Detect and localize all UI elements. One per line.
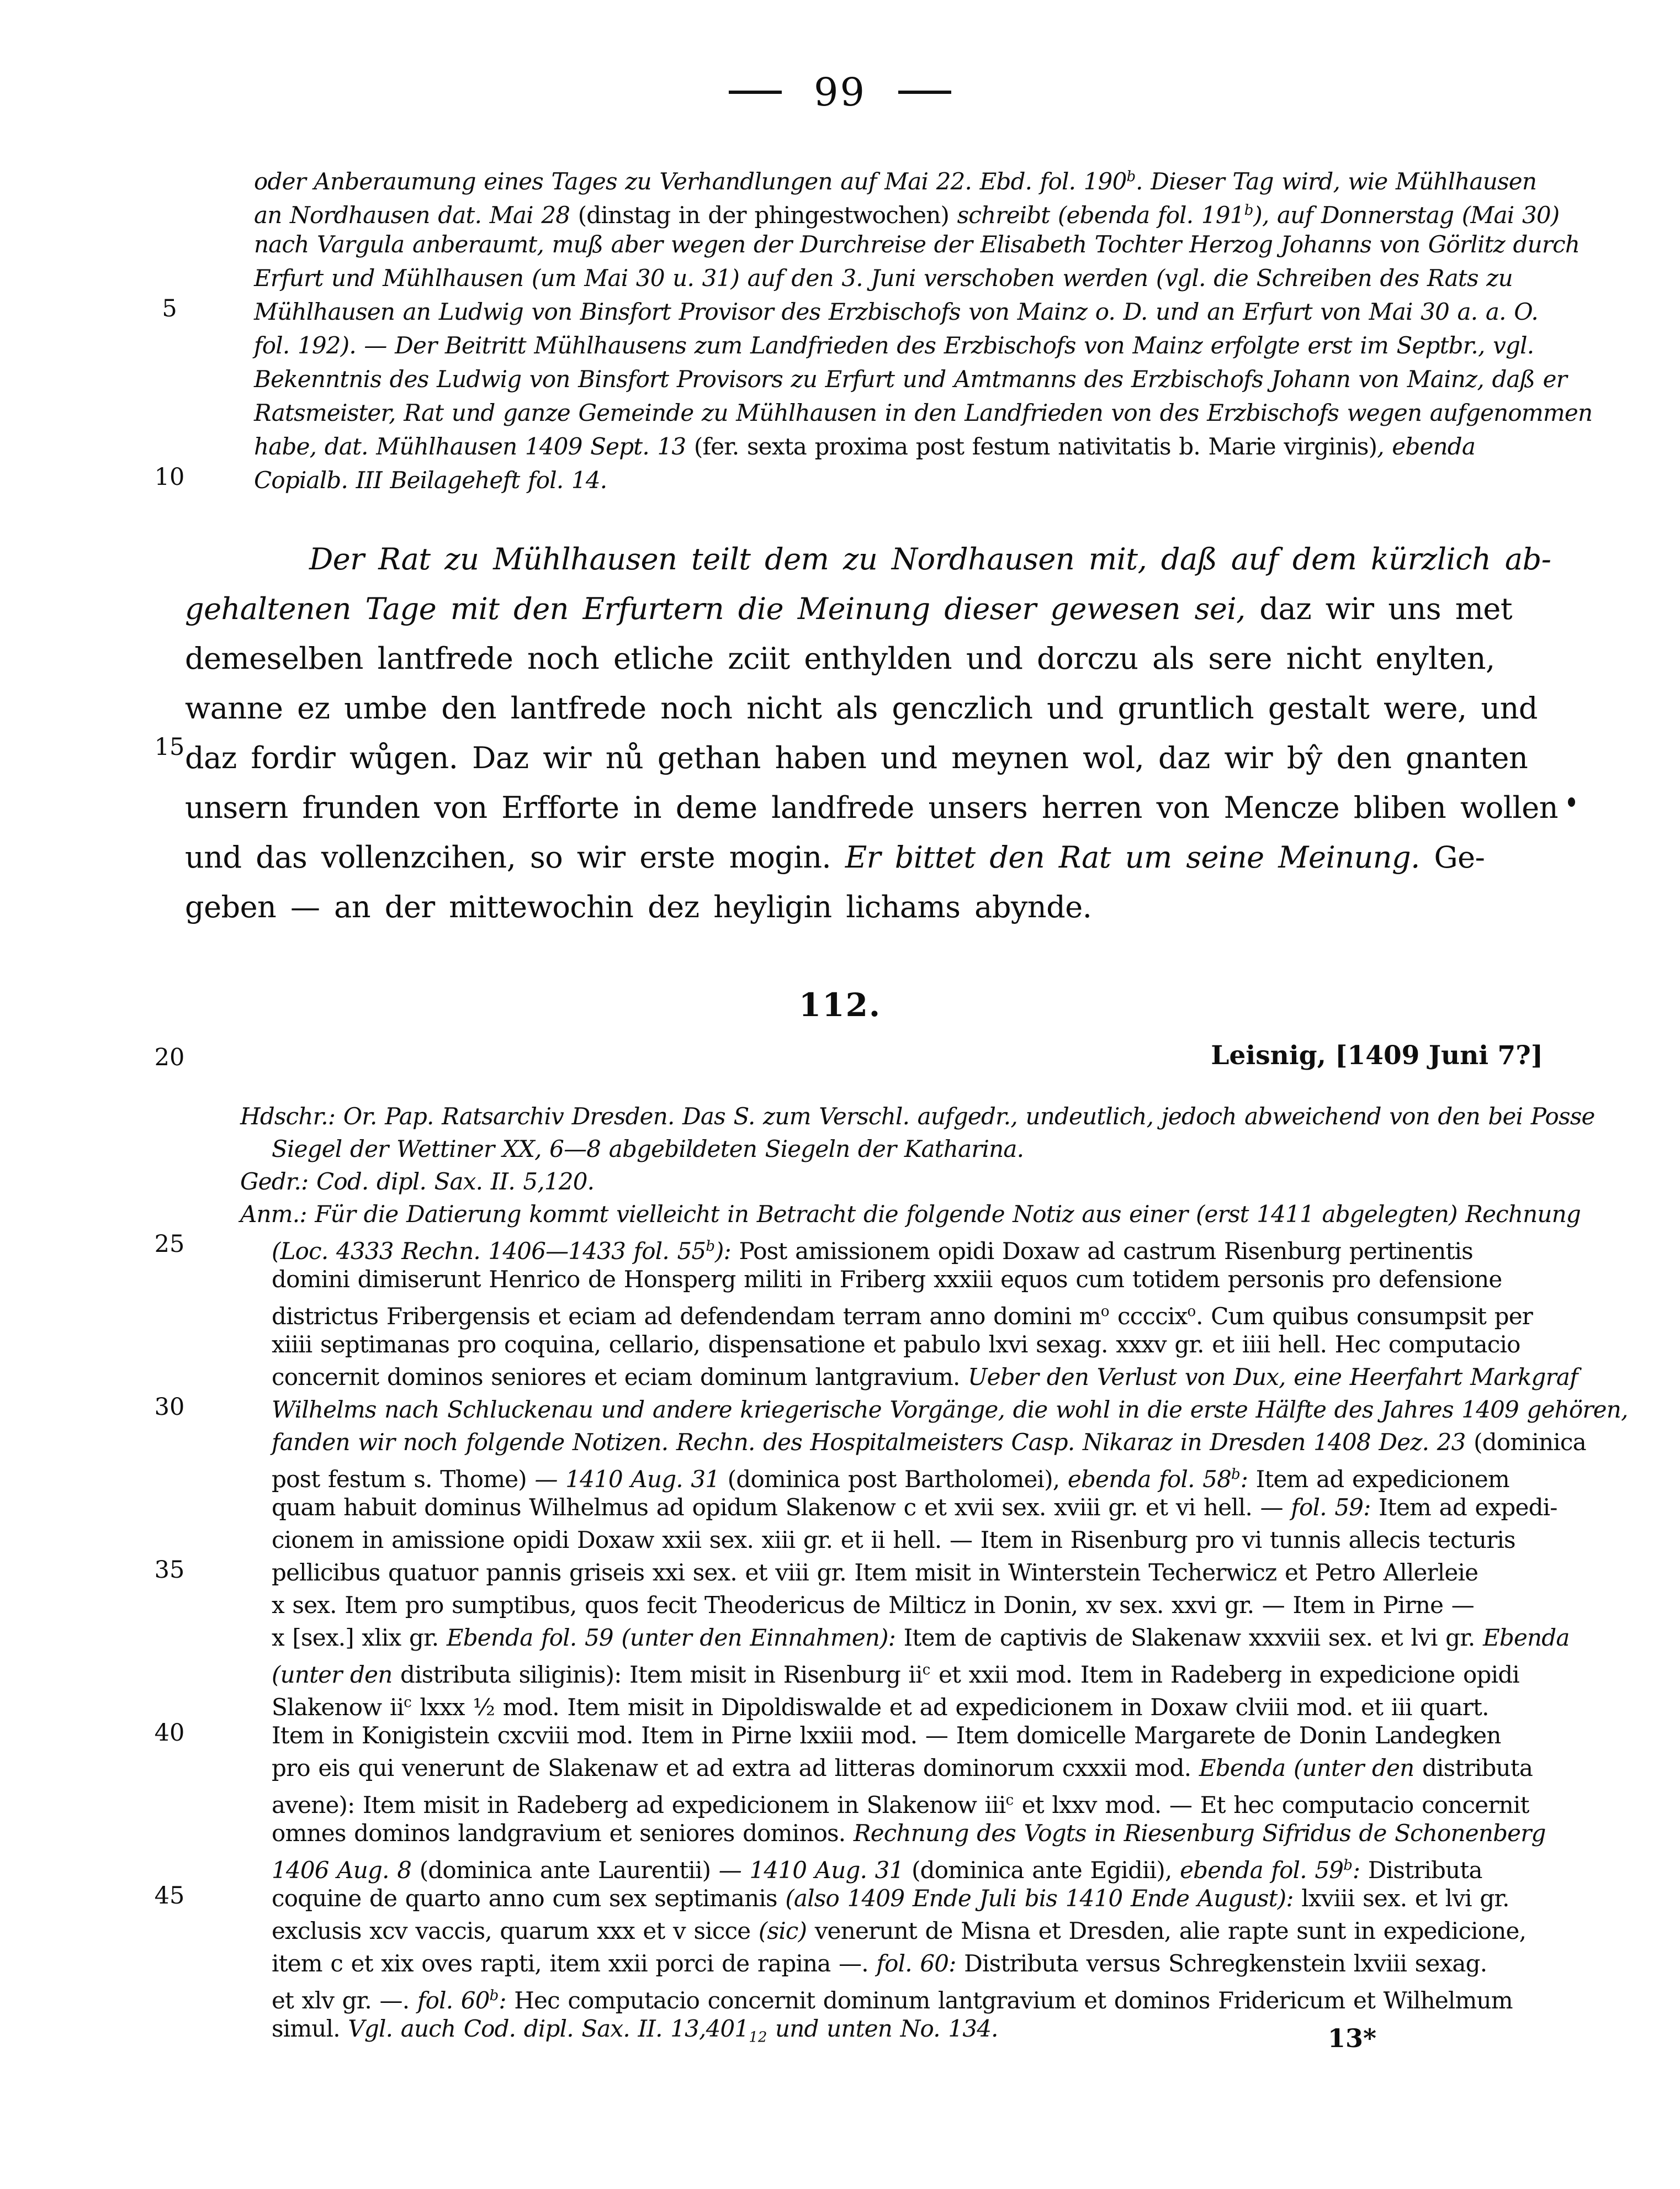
apparatus-line: coquine de quarto anno cum sex septimanis (also 1409 Ende Juli bis 1410 Ende August): lxviii sex. et lvi gr. bbox=[272, 1885, 1509, 1912]
intro-note-line: fol. 192). — Der Beitritt Mühlhausens zum Landfrieden des Erzbischofs von Mainz erfolgte erst im Septbr., vgl. bbox=[254, 332, 1534, 359]
main-text-line: demeselben lantfrede noch etliche zciit enthylden und dorczu als sere nicht enylten, bbox=[185, 641, 1495, 676]
apparatus-block bbox=[240, 1100, 1628, 2046]
main-text-line: und das vollenzcihen, so wir erste mogin. Er bittet den Rat um seine Meinung. Ge- bbox=[185, 840, 1485, 875]
margin-line-number-15: 15 bbox=[154, 733, 185, 761]
apparatus-line: pro eis qui venerunt de Slakenaw et ad extra ad litteras dominorum cxxxii mod. Ebenda (unter den distributa bbox=[272, 1754, 1533, 1781]
intro-note-line: Erfurt und Mühlhausen (um Mai 30 u. 31) auf den 3. Juni verschoben werden (vgl. die Schreiben des Rats zu bbox=[254, 265, 1513, 292]
main-text-line: Der Rat zu Mühlhausen teilt dem zu Nordhausen mit, daß auf dem kürzlich ab- bbox=[309, 542, 1551, 577]
apparatus-line: Slakenow $ii^c$ lxxx ½ mod. Item misit in Dipoldiswalde et ad expedicionem in Doxaw clviii mod. et iii quart. bbox=[272, 1694, 1489, 1721]
apparatus-line: x sex. Item pro sumptibus, quos fecit Theodericus de Milticz in Donin, xv sex. xxvi gr. — Item in Pirne — bbox=[272, 1591, 1474, 1619]
apparatus-line: (unter den distributa siliginis): Item misit in Risenburg $ii^c$ et xxii mod. Item in Radeberg in expedicione opidi bbox=[272, 1661, 1519, 1688]
apparatus-line: 1406 Aug. 8 (dominica ante Laurentii) — 1410 Aug. 31 (dominica ante Egidii), ebenda fol. 59$^b$: Distributa bbox=[272, 1857, 1482, 1884]
intro-note-line: Ratsmeister, Rat und ganze Gemeinde zu Mühlhausen in den Landfrieden von des Erzbischofs wegen aufgenommen bbox=[254, 399, 1593, 426]
intro-note-block bbox=[254, 160, 1593, 497]
apparatus-line: Gedr.: Cod. dipl. Sax. II. 5,120. bbox=[240, 1168, 595, 1195]
intro-note-line: Mühlhausen an Ludwig von Binsfort Provisor des Erzbischofs von Mainz o. D. und an Erfurt von Mai 30 a. a. O. bbox=[254, 298, 1538, 325]
margin-line-number-35: 35 bbox=[154, 1556, 185, 1584]
main-text-block bbox=[185, 535, 1559, 932]
ink-speck bbox=[1568, 797, 1575, 807]
margin-line-number-25: 25 bbox=[154, 1230, 185, 1258]
intro-note-line: Bekenntnis des Ludwig von Binsfort Provisors zu Erfurt und Amtmanns des Erzbischofs Johann von Mainz, daß er bbox=[254, 366, 1567, 393]
header-rule-left-icon bbox=[729, 91, 782, 94]
apparatus-line: xiiii septimanas pro coquina, cellario, dispensatione et pabulo lxvi sexag. xxxv gr. et iiii hell. Hec computacio bbox=[272, 1331, 1520, 1358]
main-text-line: unsern frunden von Erfforte in deme landfrede unsers herren von Mencze bliben wollen bbox=[185, 790, 1559, 825]
apparatus-line: Anm.: Für die Datierung kommt vielleicht in Betracht die folgende Notiz aus einer (erst 1411 abgelegten) Rechnung bbox=[240, 1201, 1581, 1228]
apparatus-line: Wilhelms nach Schluckenau und andere kriegerische Vorgänge, die wohl in die erste Hälfte des Jahres 1409 gehören, bbox=[272, 1396, 1628, 1423]
intro-note-line: an Nordhausen dat. Mai 28 (dinstag in der phingestwochen) schreibt (ebenda fol. 191$^b$), auf Donnerstag (Mai 30) bbox=[254, 202, 1560, 229]
apparatus-line: cionem in amissione opidi Doxaw xxii sex. xiii gr. et ii hell. — Item in Risenburg pro vi tunnis allecis tecturis bbox=[272, 1526, 1515, 1553]
main-text-line: geben — an der mittewochin dez heyligin lichams abynde. bbox=[185, 890, 1092, 924]
margin-line-number-30: 30 bbox=[154, 1393, 185, 1421]
intro-note-line: Copialb. III Beilageheft fol. 14. bbox=[254, 467, 607, 494]
signature-mark: 13* bbox=[1328, 2023, 1377, 2053]
apparatus-line: concernit dominos seniores et eciam dominum lantgravium. Ueber den Verlust von Dux, eine Heerfahrt Markgraf bbox=[272, 1363, 1578, 1390]
intro-note-line: habe, dat. Mühlhausen 1409 Sept. 13 (fer. sexta proxima post festum nativitatis b. Marie virginis), ebenda bbox=[254, 433, 1476, 460]
main-text-line: daz fordir wůgen. Daz wir nů gethan haben und meynen wol, daz wir bŷ den gnanten bbox=[185, 741, 1528, 775]
page-number: 99 bbox=[813, 70, 867, 115]
header-rule-right-icon bbox=[898, 91, 951, 94]
apparatus-line: fanden wir noch folgende Notizen. Rechn. des Hospitalmeisters Casp. Nikaraz in Dresden 1408 Dez. 23 (dominica bbox=[272, 1429, 1586, 1456]
margin-line-number-10: 10 bbox=[154, 463, 185, 491]
margin-line-number-40: 40 bbox=[154, 1719, 185, 1747]
apparatus-line: et xlv gr. —. fol. 60$^b$: Hec computacio concernit dominum lantgravium et dominos Fridericum et Wilhelmum bbox=[272, 1987, 1513, 2014]
main-text-line: wanne ez umbe den lantfrede noch nicht als genczlich und gruntlich gestalt were, und bbox=[185, 691, 1538, 726]
apparatus-line: Item in Konigistein cxcviii mod. Item in Pirne lxxiii mod. — Item domicelle Margarete de Donin Landegken bbox=[272, 1722, 1501, 1749]
main-text-line: gehaltenen Tage mit den Erfurtern die Meinung dieser gewesen sei, daz wir uns met bbox=[185, 591, 1513, 626]
apparatus-line: x [sex.] xlix gr. Ebenda fol. 59 (unter den Einnahmen): Item de captivis de Slakenaw xxxviii sex. et lvi gr. Ebenda bbox=[272, 1624, 1570, 1651]
apparatus-line: pellicibus quatuor pannis griseis xxi sex. et viii gr. Item misit in Winterstein Techerwicz et Petro Allerleie bbox=[272, 1559, 1478, 1586]
intro-note-line: nach Vargula anberaumt, muß aber wegen der Durchreise der Elisabeth Tochter Herzog Johanns von Görlitz durch bbox=[254, 231, 1580, 258]
apparatus-line: avene): Item misit in Radeberg ad expedicionem in Slakenow iii$^c$ et lxxv mod. — Et hec computacio concernit bbox=[272, 1791, 1529, 1818]
apparatus-line: omnes dominos landgravium et seniores dominos. Rechnung des Vogts in Riesenburg Sifridus de Schonenberg bbox=[272, 1820, 1546, 1847]
margin-line-number-20: 20 bbox=[154, 1044, 185, 1071]
apparatus-line: item c et xix oves rapti, item xxii porci de rapina —. fol. 60: Distributa versus Schregkenstein lxviii sexag. bbox=[272, 1950, 1487, 1977]
apparatus-line: post festum s. Thome) — 1410 Aug. 31 (dominica post Bartholomei), ebenda fol. 58$^b$: Item ad expedicionem bbox=[272, 1466, 1509, 1493]
entry-number-heading: 112. bbox=[798, 986, 882, 1024]
apparatus-line: simul. Vgl. auch Cod. dipl. Sax. II. $13,401_{12}$ und unten No. 134. bbox=[272, 2015, 998, 2046]
apparatus-line: districtus Fribergensis et eciam ad defendendam terram anno domini $m^o$ ccccix$^o$. Cum quibus consumpsit per bbox=[272, 1303, 1533, 1330]
margin-line-number-5: 5 bbox=[162, 295, 177, 322]
margin-line-number-45: 45 bbox=[154, 1882, 185, 1910]
intro-note-line: oder Anberaumung eines Tages zu Verhandlungen auf Mai 22. Ebd. fol. 190$^b$. Dieser Tag wird, wie Mühlhausen bbox=[254, 168, 1537, 195]
apparatus-line: Hdschr.: Or. Pap. Ratsarchiv Dresden. Das S. zum Verschl. aufgedr., undeutlich, jedoch abweichend von den bei Posse bbox=[240, 1103, 1595, 1130]
apparatus-line: (Loc. 4333 Rechn. 1406—1433 fol. 55$^b$): Post amissionem opidi Doxaw ad castrum Risenburg pertinentis bbox=[272, 1238, 1473, 1265]
page-header bbox=[0, 70, 1680, 115]
apparatus-line: quam habuit dominus Wilhelmus ad opidum Slakenow c et xvii sex. xviii gr. et vi hell. — fol. 59: Item ad expedi- bbox=[272, 1494, 1557, 1521]
apparatus-line: exclusis xcv vaccis, quarum xxx et v sicce (sic) venerunt de Misna et Dresden, alie rapte sunt in expedicione, bbox=[272, 1917, 1527, 1944]
apparatus-line: Siegel der Wettiner XX, 6—8 abgebildeten Siegeln der Katharina. bbox=[272, 1135, 1024, 1162]
apparatus-line: domini dimiserunt Henrico de Honsperg militi in Friberg xxxiii equos cum totidem personis pro defensione bbox=[272, 1266, 1502, 1293]
entry-dateline: Leisnig, [1409 Juni 7?] bbox=[1211, 1040, 1543, 1071]
